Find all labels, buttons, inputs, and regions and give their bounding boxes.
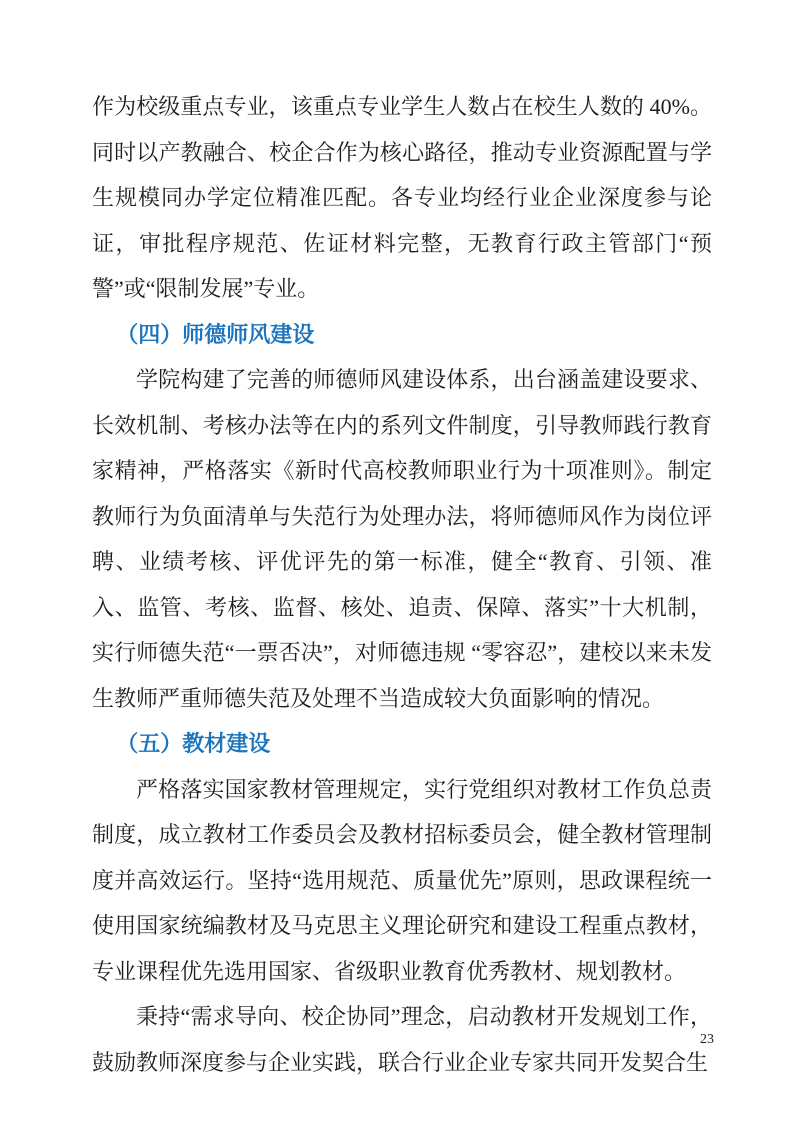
body-paragraph-continuation: 作为校级重点专业，该重点专业学生人数占在校生人数的 40%。同时以产教融合、校企合作为核心路径，推动专业资源配置与学生规模同办学定位精准匹配。各专业均经行业企业深度参与论证，审批程序规范、佐证材料完整，无教育行政主管部门“预警”或“限制发展”专业。 xyxy=(92,94,713,301)
section-heading-5-textbook-construction: （五）教材建设 xyxy=(116,731,271,756)
section-heading-4-teacher-ethics: （四）师德师风建设 xyxy=(116,321,315,347)
page-content xyxy=(92,84,712,1085)
body-paragraph-textbook-management: 严格落实国家教材管理规定，实行党组织对教材工作负总责制度，成立教材工作委员会及教材招标委员会，健全教材管理制度并高效运行。坚持“选用规范、质量优先”原则，思政课程统一使用国家统编教材及马克思主义理论研究和建设工程重点教材，专业课程优先选用国家、省级职业教育优秀教材、规划教材。 xyxy=(92,776,712,984)
body-paragraph-teacher-ethics: 学院构建了完善的师德师风建设体系，出台涵盖建设要求、长效机制、考核办法等在内的系列文件制度，引导教师践行教育家精神，严格落实《新时代高校教师职业行为十项准则》。制定教师行为负面清单与失范行为处理办法，将师德师风作为岗位评聘、业绩考核、评优评先的第一标准，健全“教育、引领、准入、监管、考核、监督、核处、追责、保障、落实”十大机制，实行师德失范“一票否决”，对师德违规 “零容忍”，建校以来未发生教师严重师德失范及处理不当造成较大负面影响的情况。 xyxy=(92,367,712,711)
body-paragraph-textbook-development: 秉持“需求导向、校企协同”理念，启动教材开发规划工作，鼓励教师深度参与企业实践，联合行业企业专家共同开发契合生 xyxy=(92,1004,712,1075)
page-number: 23 xyxy=(700,1032,714,1047)
